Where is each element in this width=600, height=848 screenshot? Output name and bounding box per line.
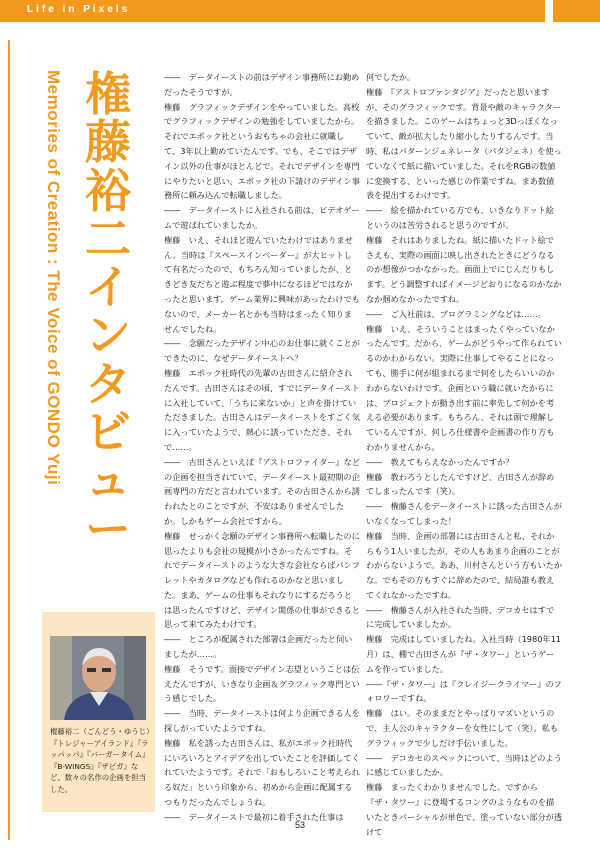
title-char: イ <box>85 260 131 315</box>
article-paragraph: 権藤 それはありましたね。紙に描いたドット絵でさえも、実際の画面に映し出されたときにどうなるのか想像がつかなかった。画面上でにじんだりもします。どう調整すればイメージどおりになるのかなかなか掴めなかったですね。 <box>366 234 562 304</box>
title-char: 裕 <box>85 163 131 218</box>
article-paragraph: ―― 古田さんといえば『アストロファイター』などの企画を担当されていて、データイースト最初期の企画専門の方だと言われています。その古田さんから誘われたとのことですが、不安はありませんでしたか。しかもゲーム会社ですから。 <box>164 456 361 526</box>
article-paragraph: ―― デコカセのスペックについて、当時はどのように感じていましたか。 <box>366 752 562 778</box>
article-paragraph: ―― データイーストに入社される前は、ビデオゲームで遊ばれていましたか。 <box>164 205 360 230</box>
profile-caption: 権藤裕二（ごんどう・ゆうじ）『トレジャーアイランド』『ラッパッパ』『バーガータイム』『B-WINGS』『ザビガ』など、数々の名作の企画を担当した。 <box>50 727 150 794</box>
article-paragraph: ―― 教えてもらえなかったんですか？ <box>366 456 514 467</box>
title-char: ー <box>85 501 131 556</box>
article-paragraph: 権藤 『アストロファンタジア』だったと思いますが、そのグラフィックです。背景や敵のキャラクターを描きました。このゲームはちょっと3Dっぽくなっていて、敵が拡大したり縮小したりするんです。当時、私はパターンジェネレータ（パタジェネ）を使っていなくて紙に描いていました。それをRGBの数値に変換する、といった感じの作業ですね。まあ数値表を提出するわけです。 <box>366 86 562 201</box>
title-char: タ <box>85 356 131 411</box>
article-paragraph: ―― 当時、データイーストは何より企画できる人を探しがっていたようですね。 <box>164 708 360 734</box>
article-paragraph: ――『ザ・タワー』は『クレイジークライマー』のフォロワーですね。 <box>366 678 562 704</box>
article-paragraph: 権藤 当時、企画の部署には古田さんと私、それからもう1人いましたが、その人もあまり企画のことがわからないようで。ああ、川村さんという方もいたかな。でもその方もすぐに辞めたので、結局誰も教えてくれなかったですね。 <box>366 530 563 600</box>
article-paragraph: 権藤 まったくわかりませんでした。ですから『ザ・タワー』に登場するコングのようなものを描いたときパーシャルが単色で、塗っていない部分が透けて <box>366 782 563 837</box>
article-paragraph: 権藤 教わろうとしたんですけど、古田さんが辞めてしまったんです（笑）。 <box>366 471 555 497</box>
article-paragraph: 何でしたか。 <box>366 72 416 82</box>
article-paragraph: 権藤 そうです。面接でデザイン志望ということは伝えたんですが、いきなり企画＆グラフィック専門という感じでした。 <box>164 663 360 704</box>
article-paragraph: ―― 権藤さんが入社された当時、デコカセはすでに完成していましたか。 <box>366 604 555 630</box>
person-portrait-icon <box>50 636 146 720</box>
article-paragraph: ―― 絵を描かれている方でも、いきなりドット絵というのは苦労されると思うのですが。 <box>366 205 554 230</box>
article-paragraph: 権藤 私を誘った古田さんは、私がエポック社時代にいろいろとアイデアを出していたことを評価してくれていたようです。それで「おもしろいこと考えられる奴だ」という印象から、初めから企画に配属するつもりだったんでしょうね。 <box>164 737 360 808</box>
article-paragraph: 権藤 グラフィックデザインをやっていました。高校でグラフィックデザインの勉強をしていましたから。それでエポック社というおもちゃの会社に就職して、3年以上勤めていたんです。でも、そこではデザイン以外の仕事がほとんどで。それでデザインを専門にやりたいと思い、エポック社の下請けのデザイン事務所に頼み込んで転職しました。 <box>164 101 360 201</box>
side-rule <box>8 40 10 840</box>
article-paragraph: ―― ご入社前は、プログラミングなどは……。 <box>366 308 546 319</box>
profile-photo <box>50 636 146 720</box>
header-corner-block <box>553 0 600 22</box>
article-paragraph: ―― データイーストで最初に着手された仕事は <box>164 811 344 822</box>
article-paragraph: 権藤 エポック社時代の先輩の古田さんに紹介されたんです。古田さんはその頃、すでにデータイーストに入社していて、「うちに来ないか」と声を掛けていただきました。古田さんはデータイーストをすごく気に入っていたようで、熱心に誘っていただき、それで……。 <box>164 367 360 452</box>
article-paragraph: 権藤 はい。そのままだとやっぱりマズいというので、主人公のキャラクターを女性にして（笑）。私もグラフィックで少しだけ手伝いました。 <box>366 708 559 748</box>
article-paragraph: 権藤 せっかく念願のデザイン事務所へ転職したのに思ったよりも会社の規模が小さかったんですね。それでデータイーストのような大きな会社ならばパンフレットやカタログなども作れるのかなと思いました。まあ、ゲームの仕事もそれなりにするだろうとは思ったんですけど、デザイン関係の仕事ができると思って来てみたわけです。 <box>164 530 360 630</box>
article-paragraph: 権藤 いえ、それほど遊んでいたわけではありません。当時は『スペースインベーダー』が大ヒットして有名だったので、もちろん知っていましたが、ときどき友だちと遊ぶ程度で夢中になるほどではなかったと思います。ゲーム業界に興味があったわけでもないので、メーカー名とかも当時はまったく知りませんでしたね。 <box>164 234 360 334</box>
article-paragraph: 権藤 いえ、そういうことはまったくやっていなかったんです。だから、ゲームがどうやって作られているのかわからない。実際に仕事してやることになっても、勝手に何が組まれるまで何をしたらいいのかわからないわけです。企画という職に就いたからには、プロジェクトが動き出す前に率先して何かを考える必要があります。もちろん、それは頭で理解しているんですが、何しろ仕様書や企画書の作り方もわかりませんから。 <box>366 323 562 452</box>
article-column-2 <box>366 70 562 839</box>
article-paragraph: ―― ところが配属された部署は企画だったと伺いましたが……。 <box>164 634 353 660</box>
article-paragraph: ―― 権藤さんをデータイーストに誘った古田さんがいなくなってしまった！ <box>366 501 562 526</box>
title-char: 二 <box>85 211 131 266</box>
header-label: Life in Pixels <box>27 4 131 15</box>
article-paragraph: ―― 念願だったデザイン中心のお仕事に就くことができたのに、なぜデータイーストへ？ <box>164 338 360 364</box>
title-char: 権 <box>85 67 131 121</box>
article-column-1 <box>164 70 360 825</box>
title-japanese <box>83 67 133 556</box>
article-paragraph: 権藤 完成はしていましたね。入社当時（1980年11月）は、棚で古田さんが『ザ・タワー』というゲームを作っていました。 <box>366 634 562 674</box>
page-number: 53 <box>294 820 305 830</box>
title-char: ュ <box>85 453 131 508</box>
article-paragraph: ―― データイーストの前はデザイン事務所にお勤めだったそうですが。 <box>164 72 360 97</box>
title-english-text: Memories of Creation : The Voice of GONDO Yuji <box>44 70 63 486</box>
title-char: ビ <box>85 405 131 460</box>
header-bar <box>0 0 545 22</box>
title-char: ン <box>85 308 131 363</box>
title-char: 藤 <box>85 115 131 170</box>
title-english <box>43 70 73 630</box>
